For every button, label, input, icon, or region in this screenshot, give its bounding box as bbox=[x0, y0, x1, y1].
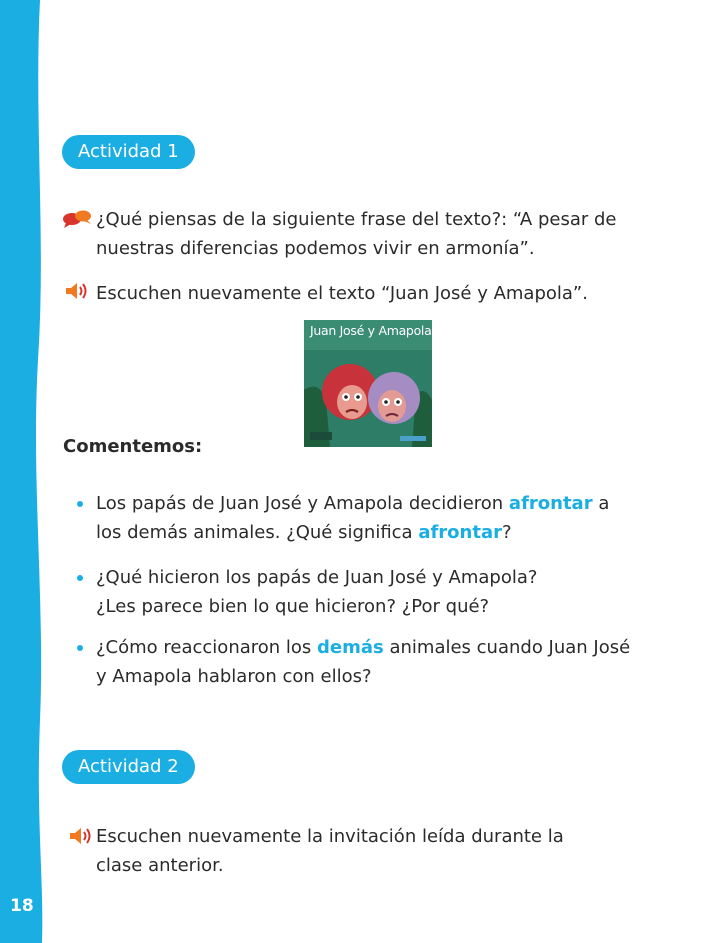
comentemos-heading: Comentemos: bbox=[63, 436, 203, 457]
bullet-3-line1: ¿Cómo reaccionaron los demás animales cuando Juan José bbox=[96, 637, 631, 658]
activity-1-badge: Actividad 1 bbox=[62, 135, 195, 169]
activity-2-instruction-line1: Escuchen nuevamente la invitación leída durante la bbox=[96, 826, 564, 847]
bullet-2-line1: ¿Qué hicieron los papás de Juan José y Amapola? bbox=[96, 567, 538, 588]
speaker-icon bbox=[64, 281, 90, 301]
bullet-2-line2: ¿Les parece bien lo que hicieron? ¿Por qué? bbox=[96, 596, 490, 617]
bullet-1-line1: Los papás de Juan José y Amapola decidieron afrontar a bbox=[96, 493, 610, 514]
page-number: 18 bbox=[10, 896, 34, 916]
bullet-dot bbox=[77, 645, 83, 651]
side-band bbox=[0, 0, 60, 943]
listen-instruction: Escuchen nuevamente el texto “Juan José y Amapola”. bbox=[96, 283, 588, 304]
speech-bubbles-icon bbox=[62, 208, 92, 228]
book-cover-image bbox=[304, 320, 432, 447]
bullet-dot bbox=[77, 501, 83, 507]
reflection-question-line2: nuestras diferencias podemos vivir en armonía”. bbox=[96, 238, 535, 259]
bullet-3-line2: y Amapola hablaron con ellos? bbox=[96, 666, 372, 687]
bullet-dot bbox=[77, 575, 83, 581]
speaker-icon bbox=[68, 826, 94, 846]
bullet-1-line2: los demás animales. ¿Qué significa afrontar? bbox=[96, 522, 512, 543]
activity-2-instruction-line2: clase anterior. bbox=[96, 855, 224, 876]
book-title: Juan José y Amapola bbox=[310, 323, 432, 338]
activity-2-badge: Actividad 2 bbox=[62, 750, 195, 784]
reflection-question-line1: ¿Qué piensas de la siguiente frase del texto?: “A pesar de bbox=[96, 209, 617, 230]
